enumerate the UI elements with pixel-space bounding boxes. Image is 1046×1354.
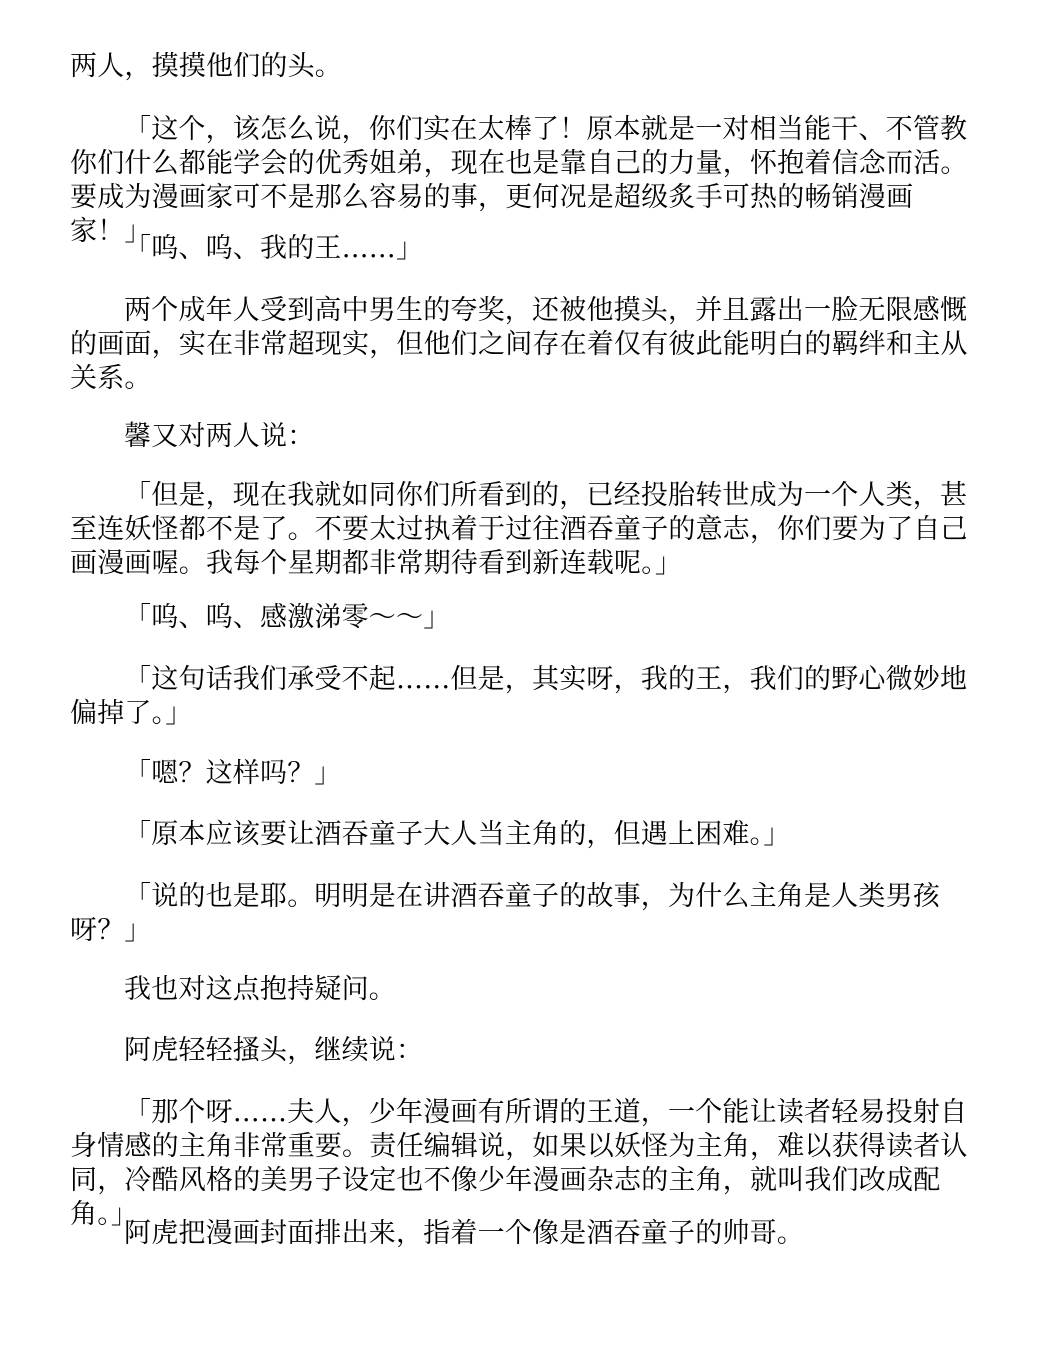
paragraph-6: 「但是，现在我就如同你们所看到的，已经投胎转世成为一个人类，甚至连妖怪都不是了。不要太过执着于过往酒吞童子的意志，你们要为了自己画漫画喔。我每个星期都非常期待看到新连载呢。」 xyxy=(70,480,968,579)
paragraph-2: 「这个，该怎么说，你们实在太棒了！原本就是一对相当能干、不管教你们什么都能学会的优秀姐弟，现在也是靠自己的力量，怀抱着信念而活。要成为漫画家可不是那么容易的事，更何况是超级炙手可热的畅销漫画家！」 xyxy=(70,114,968,247)
paragraph-5: 馨又对两人说： xyxy=(124,421,315,452)
paragraph-13: 阿虎轻轻搔头，继续说： xyxy=(124,1035,424,1066)
paragraph-14: 「那个呀……夫人，少年漫画有所谓的王道，一个能让读者轻易投射自身情感的主角非常重要。责任编辑说，如果以妖怪为主角，难以获得读者认同，冷酷风格的美男子设定也不像少年漫画杂志的主角，就叫我们改成配角。」 xyxy=(70,1097,968,1230)
paragraph-8: 「这句话我们承受不起……但是，其实呀，我的王，我们的野心微妙地偏掉了。」 xyxy=(70,664,968,729)
paragraph-1: 两人，摸摸他们的头。 xyxy=(70,51,342,82)
paragraph-12: 我也对这点抱持疑问。 xyxy=(124,974,396,1005)
paragraph-15: 阿虎把漫画封面排出来，指着一个像是酒吞童子的帅哥。 xyxy=(124,1218,804,1249)
paragraph-10: 「原本应该要让酒吞童子大人当主角的，但遇上困难。」 xyxy=(124,819,791,850)
paragraph-9: 「嗯？这样吗？」 xyxy=(124,758,342,789)
paragraph-3: 「呜、呜、我的王……」 xyxy=(124,233,424,264)
paragraph-11: 「说的也是耶。明明是在讲酒吞童子的故事，为什么主角是人类男孩呀？」 xyxy=(70,881,940,946)
paragraph-4: 两个成年人受到高中男生的夸奖，还被他摸头，并且露出一脸无限感慨的画面，实在非常超现实，但他们之间存在着仅有彼此能明白的羁绊和主从关系。 xyxy=(70,295,968,394)
paragraph-7: 「呜、呜、感激涕零～～」 xyxy=(124,602,451,633)
